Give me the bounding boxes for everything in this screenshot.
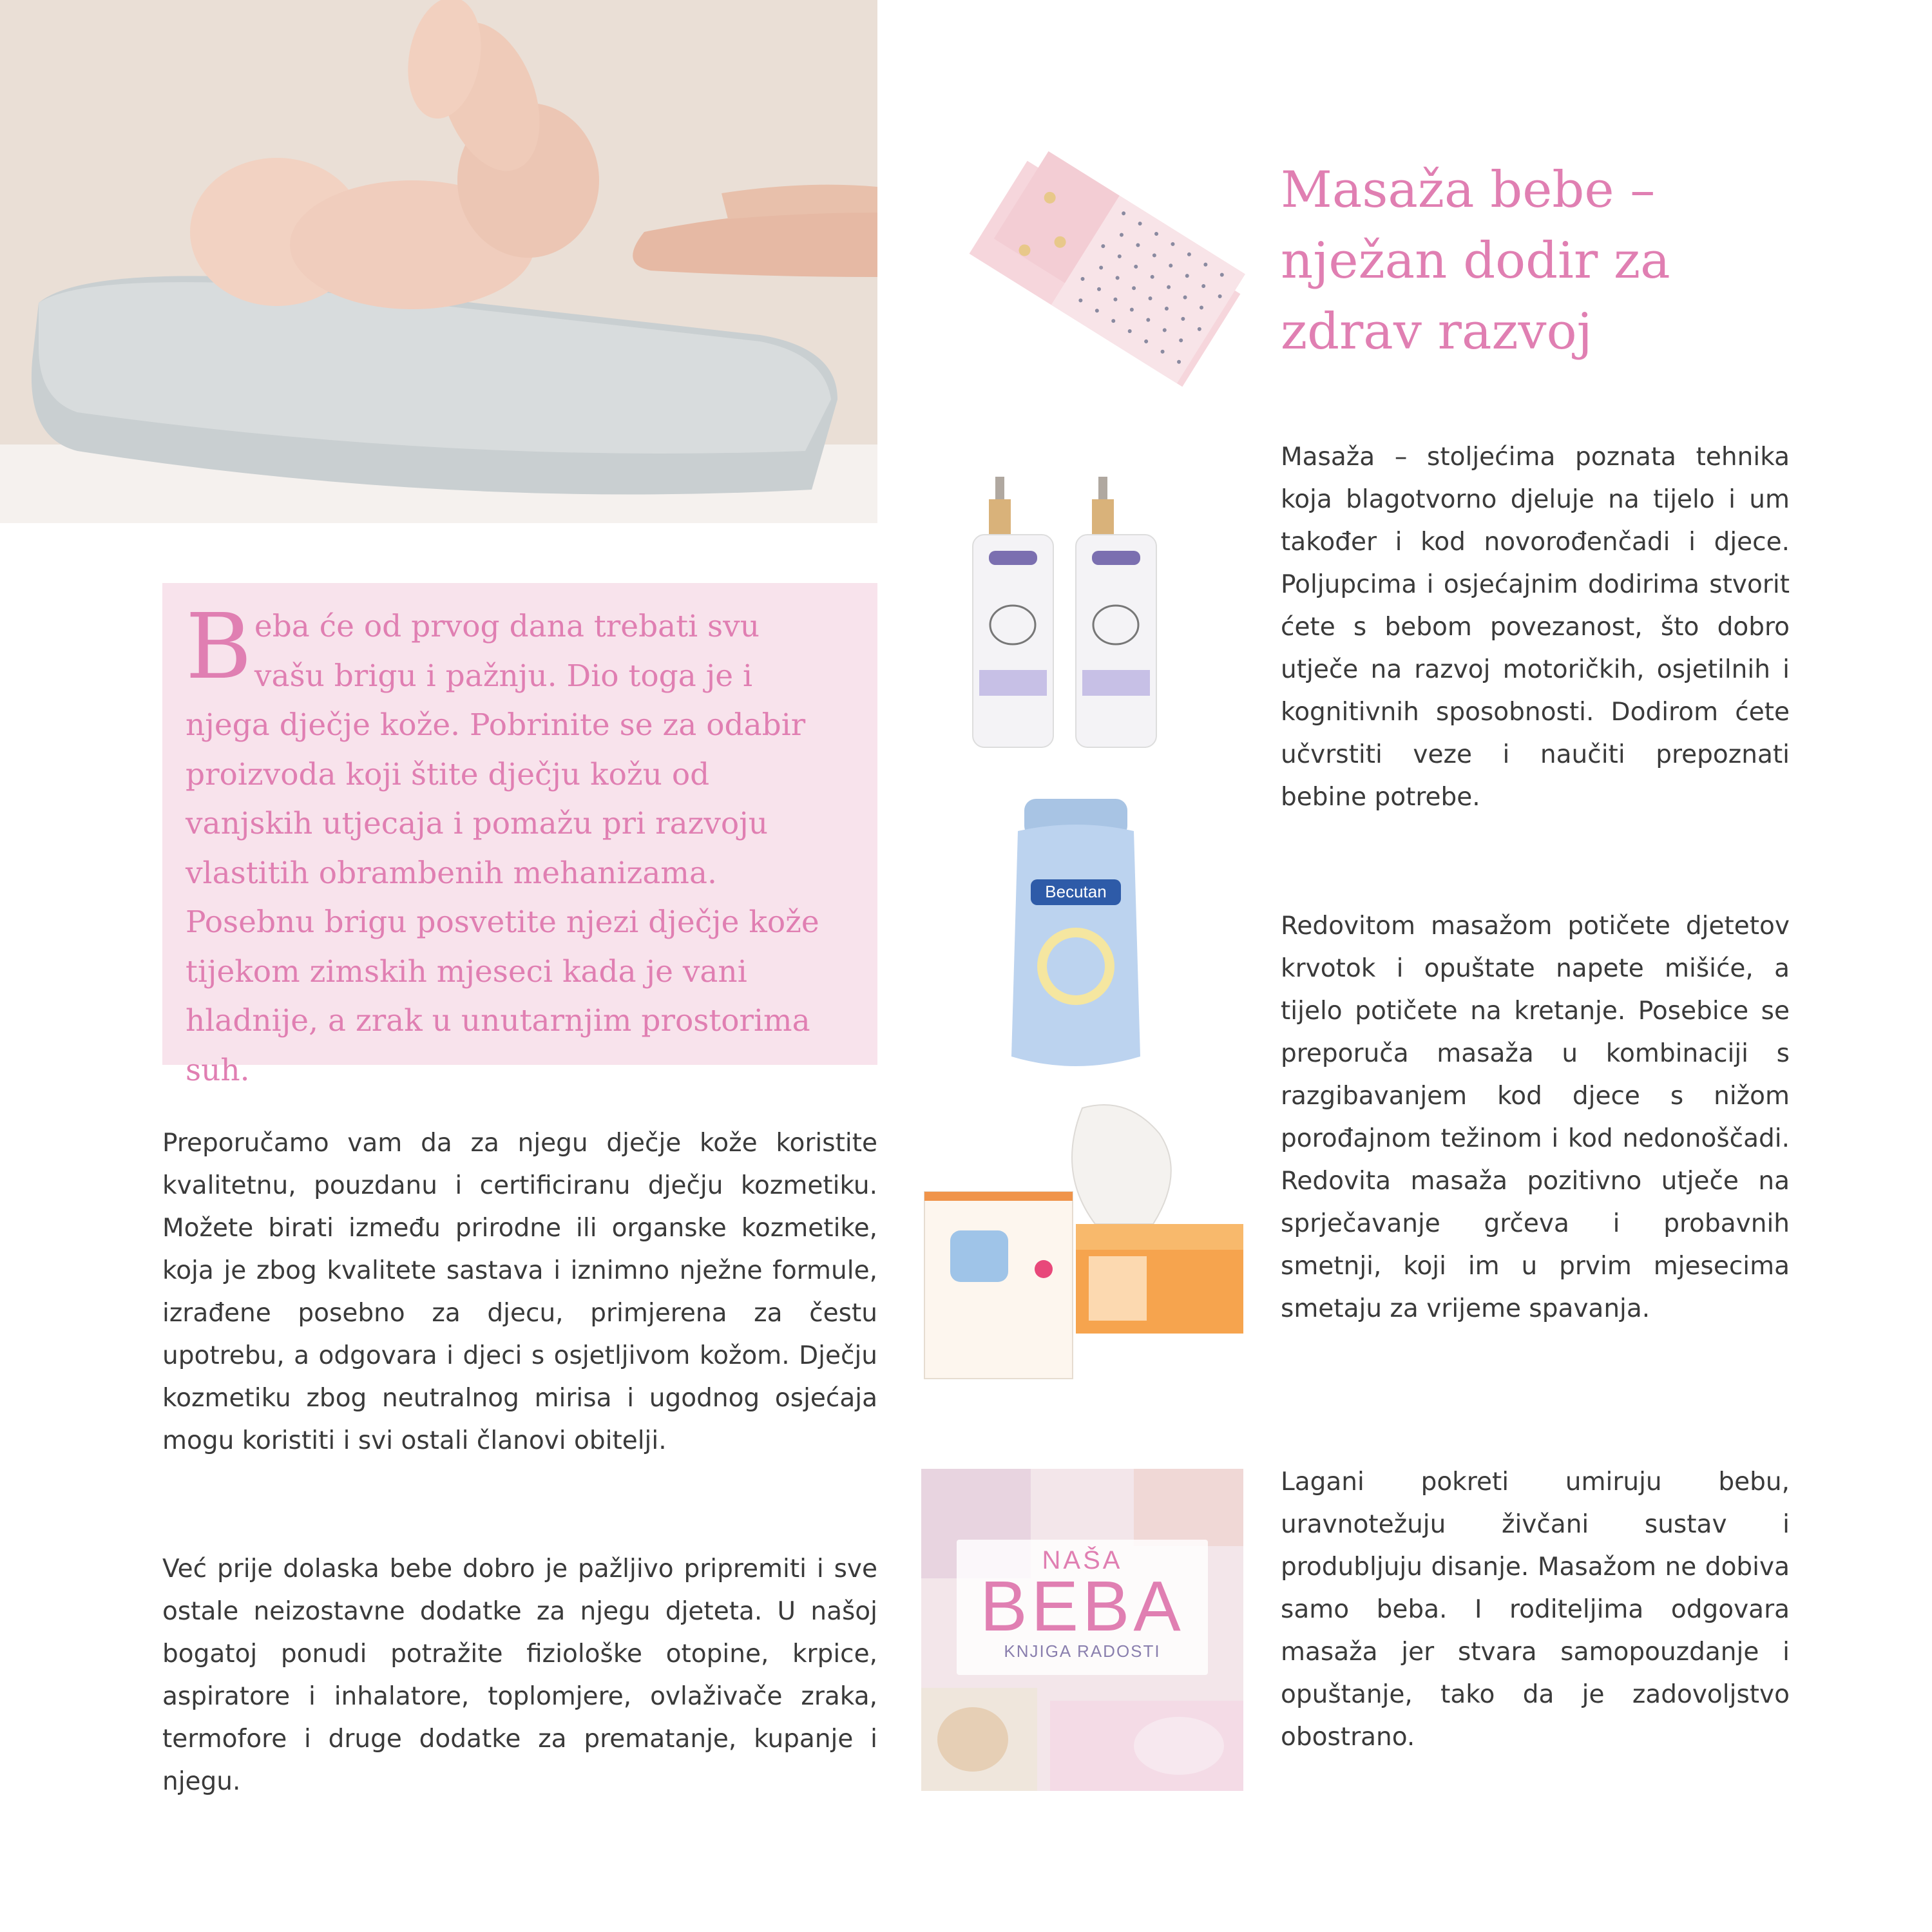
right-paragraph-1 (1281, 436, 1790, 819)
right-paragraph-2 (1281, 905, 1790, 1330)
becutan-bottle-image (928, 773, 1224, 1082)
title-line-2: nježan dodir za (1281, 232, 1670, 290)
page-title (1281, 155, 1783, 367)
title-line-1: Masaža bebe – (1281, 161, 1656, 219)
right-p3: Lagani pokreti umiruju bebu, uravnotežuju živčani sustav i produbljuju disanje. Masažom ne dobiva samo beba. I roditeljima odgovara masaža jer stvara samopouzdanje i opuštanje, tako da je zadovoljstvo obostrano. (1281, 1468, 1790, 1752)
right-paragraph-3 (1281, 1461, 1790, 1759)
title-line-3: zdrav razvoj (1281, 303, 1592, 361)
hero-photo-baby-massage (0, 0, 877, 523)
book-top-label: NAŠA (1042, 1546, 1123, 1574)
intro-dropcap: B (186, 595, 252, 700)
product-baby-bottles (960, 464, 1172, 760)
right-p1: Masaža – stoljećima poznata tehnika koja blagotvorno djeluje na tijelo i um također i kod novorođenčadi i djece. Poljupcima i osjećajnim dodirima stvorit ćete s bebom povezanost, što dobro utječe na razvoj motoričkih, osjetilnih i kognitivnih sposobnosti. Dodirom ćete učvrstiti veze i naučiti prepoznati bebine potrebe. (1281, 443, 1790, 812)
product-tissue-boxes (915, 1095, 1250, 1392)
left-paragraph-2 (162, 1548, 877, 1803)
right-p2: Redovitom masažom potičete djetetov krvotok i opuštate napete mišiće, a tijelo potičete na kretanje. Posebice se preporuča masaža u kombinaciji s razgibavanjem kod djece s nižom porođajnom težinom i kod nedonoščadi. Redovita masaža pozitivno utječe na sprječavanje grčeva i probavnih smetnji, koji im u prvim mjesecima smetaju za vrijeme spavanja. (1281, 912, 1790, 1323)
book-subtitle: KNJIGA RADOSTI (1004, 1641, 1161, 1661)
left-paragraph-1 (162, 1122, 877, 1462)
product-book-nasa-beba (921, 1469, 1243, 1791)
intro-box (162, 583, 877, 1088)
left-p1: Preporučamo vam da za njegu dječje kože koristite kvalitetnu, pouzdanu i certificiranu dječju kozmetiku. Možete birati između prirodne ili organske kozmetike, koja je zbog kvalitete sastava i iznimno nježne formule, izrađene posebno za djecu, primjerena za čestu upotrebu, a odgovara i djeci s osjetljivom kožom. Dječju kozmetiku zbog neutralnog mirisa i ugodnog osjećaja mogu koristiti i svi ostali članovi obitelji. (162, 1129, 877, 1455)
becutan-label: Becutan (1045, 882, 1107, 901)
product-muslin-blankets (953, 122, 1256, 425)
hero-illustration (0, 0, 877, 523)
product-becutan-oil (928, 773, 1224, 1082)
intro-text: eba će od prvog dana trebati svu vašu brigu i pažnju. Dio toga je i njega dječje kože. Pobrinite se za odabir proizvoda koji štite dječju kožu od vanjskih utjecaja i pomažu pri razvoju vlastitih obrambenih mehanizama. Posebnu brigu posvetite njezi dječje kože tijekom zimskih mjeseci kada je vani hladnije, a zrak u unutarnjim prostorima suh. (186, 609, 819, 1088)
bottles-image (960, 464, 1172, 760)
muslin-blanket-image (953, 122, 1256, 425)
left-p2: Već prije dolaska bebe dobro je pažljivo pripremiti i sve ostale neizostavne dodatke za njegu djeteta. U našoj bogatoj ponudi potražite fiziološke otopine, krpice, aspiratore i inhalatore, toplomjere, ovlaživače zraka, termofore i druge dodatke za prematanje, kupanje i njegu. (162, 1554, 877, 1796)
tissue-boxes-image (915, 1095, 1250, 1392)
book-title: BEBA (980, 1567, 1185, 1646)
